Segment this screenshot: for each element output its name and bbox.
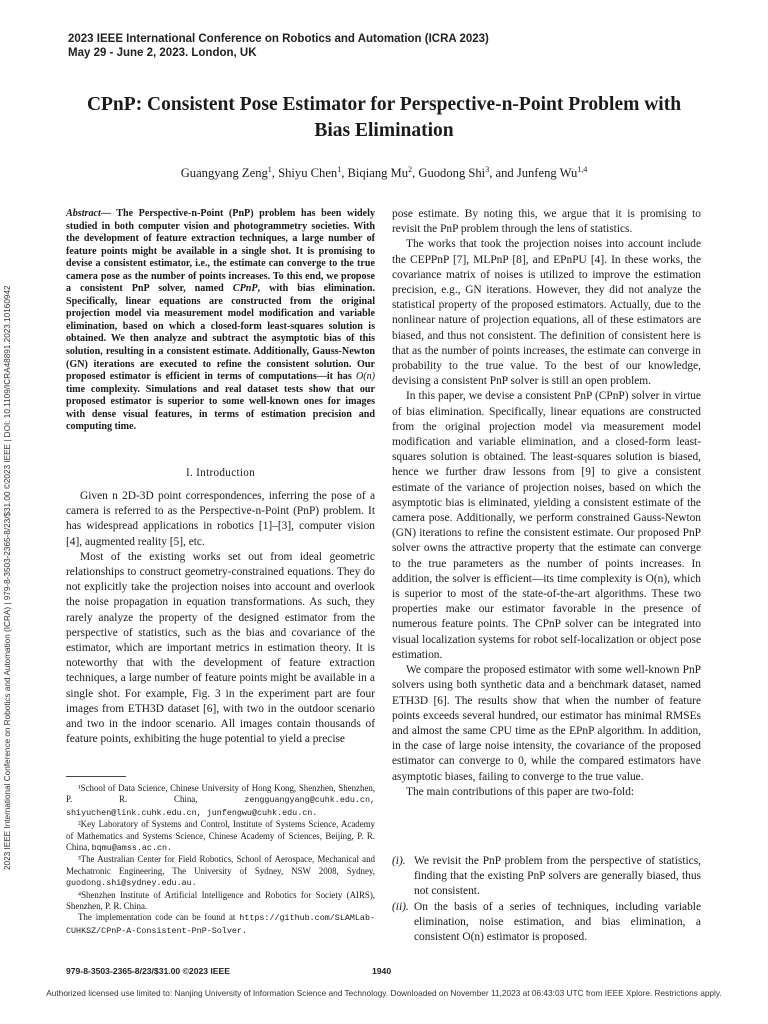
paragraph: In this paper, we devise a consistent PnP (CPnP) solver in virtue of bias elimination. Specifically, linear equations are constructed from the original projection model via measurement model modification and variable elimination, and a closed-form least-squares solution is obtained. The least-squares solution is biased, hence we further draw lessons from [9] to give a consistent estimate of the variance of projection noises, based on which the asymptotic bias is eliminated, yielding a consistent estimate of the camera pose. Additionally, we perform constrained Gauss-Newton (GN) iterations to refine the consistent estimate. Our proposed PnP solver owns the attractive property that the estimate can converge to the true parameters as the number of points increases. In addition, the solver is efficient—its time complexity is O(n), which is superior to most of the state-of-the-art algorithms. These two properties make our estimator favorable in the presence of numerous feature points. The CPnP solver can be integrated into visual localization systems for robot self-localization or object pose estimation.	[392, 390, 701, 661]
author: and Junfeng Wu$^{1,4}$	[495, 165, 588, 181]
license-notice: Authorized licensed use limited to: Nanjing University of Information Science and Technology. Downloaded on November 11,2023 at 06:43:03 UTC from IEEE Xplore. Restrictions apply.	[46, 988, 722, 998]
footnote: ⁴Shenzhen Institute of Artificial Intelligence and Robotics for Society (AIRS), Shenzhen, P. R. China.	[66, 889, 375, 912]
paragraph: We compare the proposed estimator with some well-known PnP solvers using both synthetic data and a benchmark dataset, named ETH3D [6]. The results show that when the number of feature points exceeds several hundred, our estimator has minimal RMSEs and almost the same CPU time as the EPnP algorithm. In addition, in the case of large noise intensity, the covariance of the proposed estimator can converge to 0, while the compared estimators have asymptotic biases, failing to converge to the true value.	[392, 664, 701, 783]
abstract: Abstract— The Perspective-n-Point (PnP) problem has been widely studied in both computer vision and photogrammetry societies. With the development of feature extraction techniques, a large number of feature points might be available in a single shot. It is promising to devise a consistent estimator, i.e., the estimate can converge to the true camera pose as the number of points increases. To this end, we propose a consistent PnP solver, named CPnP, with bias elimination. Specifically, linear equations are constructed from the original projection model via measurement model modification and variable elimination, based on which a closed-form least-squares solution is obtained. We then analyze and subtract the asymptotic bias of this solution, resulting in a consistent estimate. Additionally, Gauss-Newton (GN) iterations are executed to refine the consistent solution. Our proposed estimator is efficient in terms of computations—it has O(n) time complexity. Simulations and real dataset tests show that our proposed estimator is superior to some well-known ones for images with dense visual features, in terms of estimation precision and computing time.	[66, 208, 375, 433]
footnote: ¹School of Data Science, Chinese University of Hong Kong, Shenzhen, Shenzhen, P. R. China, zengguangyang@cuhk.edu.cn, shiyuchen@link.cuhk.edu.cn, junfengwu@cuhk.edu.cn.	[66, 783, 375, 818]
paragraph: Given n 2D-3D point correspondences, inferring the pose of a camera is referred to as the Perspective-n-Point (PnP) problem. It has widespread applications in robotics [1]–[3], computer vision [4], augmented reality [5], etc.	[66, 490, 375, 548]
side-doi-banner: 2023 IEEE International Conference on Robotics and Automation (ICRA) | 979-8-3503-2365-8/23/$31.00 ©2023 IEEE | DOI: 10.1109/ICRA48891.2023.10160942	[3, 285, 12, 870]
author-list: Guangyang Zeng$^1$, Shiyu Chen$^1$, Biqiang Mu$^2$, Guodong Shi$^3$, and Junfeng Wu$^{1,4}$	[180, 165, 588, 181]
list-item: (ii). On the basis of a series of techniques, including variable elimination, noise estimation, and bias elimination, a consistent O(n) estimator is proposed.	[392, 900, 701, 944]
author: Shiyu Chen$^1$	[278, 165, 342, 181]
author: Guangyang Zeng$^1$	[180, 165, 272, 181]
paragraph: pose estimate. By noting this, we argue that it is promising to revisit the PnP problem through the lens of statistics.	[392, 208, 701, 236]
paragraph: Most of the existing works set out from ideal geometric relationships to construct geometry-constrained equations. They do not explicitly take the projection noises into account and overlook the noise propagation in equation transformations. As such, they rarely analyze the property of the designed estimator from the perspective of statistics, such as the bias and covariance of the estimator, which are important metrics in estimation theory. It is noteworthy that with the development of feature extraction techniques, a large number of feature points might be available in a single shot. For example, Fig. 3 in the experiment part are four images from ETH3D dataset [6], with two in the outdoor scenario and two in the indoor scenario. All images contain thousands of feature points, exhibiting the huge potential to yield a precise	[66, 550, 375, 746]
isbn-copyright: 979-8-3503-2365-8/23/$31.00 ©2023 IEEE	[66, 966, 231, 976]
paragraph: The main contributions of this paper are two-fold:	[406, 785, 635, 798]
method-name: CPnP	[232, 283, 258, 295]
paragraph: The works that took the projection noises into account include the CEPPnP [7], MLPnP [8], and EPnPU [4]. In these works, the covariance matrix of noises is utilized to improve the estimation precision, e.g., GN iterations. However, they did not analyze the statistical property of the proposed estimators. Actually, due to the nonlinear nature of projection equations, all of these estimators are biased, and thus not consistent. The definition of consistent here is that as the number of points increases, the estimate can converge in probability to the true value. To the best of our knowledge, devising a consistent PnP solver is still an open problem.	[392, 238, 701, 388]
contributions-list	[392, 854, 701, 945]
page-number: 1940	[372, 966, 392, 976]
introduction-left-column	[66, 489, 375, 747]
footnote: ²Key Laboratory of Systems and Control, Institute of Systems Science, Academy of Mathematics and Systems Science, Chinese Academy of Sciences, Beijing, P. R. China, bqmu@amss.ac.cn.	[66, 819, 375, 854]
author: Biqiang Mu$^2$	[347, 165, 413, 181]
right-column	[392, 207, 701, 800]
conference-dates: May 29 - June 2, 2023. London, UK	[68, 47, 257, 59]
abstract-label: Abstract	[66, 208, 101, 219]
conference-header	[68, 32, 489, 60]
footnote-rule	[66, 776, 126, 777]
author: Guodong Shi$^3$	[418, 165, 490, 181]
title-line-2: Bias Elimination	[314, 120, 454, 141]
list-item: (i). We revisit the PnP problem from the perspective of statistics, finding that the existing PnP solvers are generally biased, thus not consistent.	[392, 855, 701, 898]
footnotes	[66, 783, 375, 937]
conference-name: 2023 IEEE International Conference on Robotics and Automation (ICRA 2023)	[68, 33, 489, 45]
paper-title	[40, 92, 728, 144]
footnote-code-link[interactable]: The implementation code can be found at https://github.com/SLAMLab-CUHKSZ/CPnP-A-Consistent-PnP-Solver.	[66, 912, 375, 936]
section-heading: I. Introduction	[185, 467, 256, 479]
footnote: ³The Australian Center for Field Robotics, School of Aerospace, Mechanical and Mechatronic Engineering, The University of Sydney, NSW 2008, Sydney, guodong.shi@sydney.edu.au.	[66, 854, 375, 889]
title-line-1: CPnP: Consistent Pose Estimator for Perspective-n-Point Problem with	[86, 94, 682, 115]
